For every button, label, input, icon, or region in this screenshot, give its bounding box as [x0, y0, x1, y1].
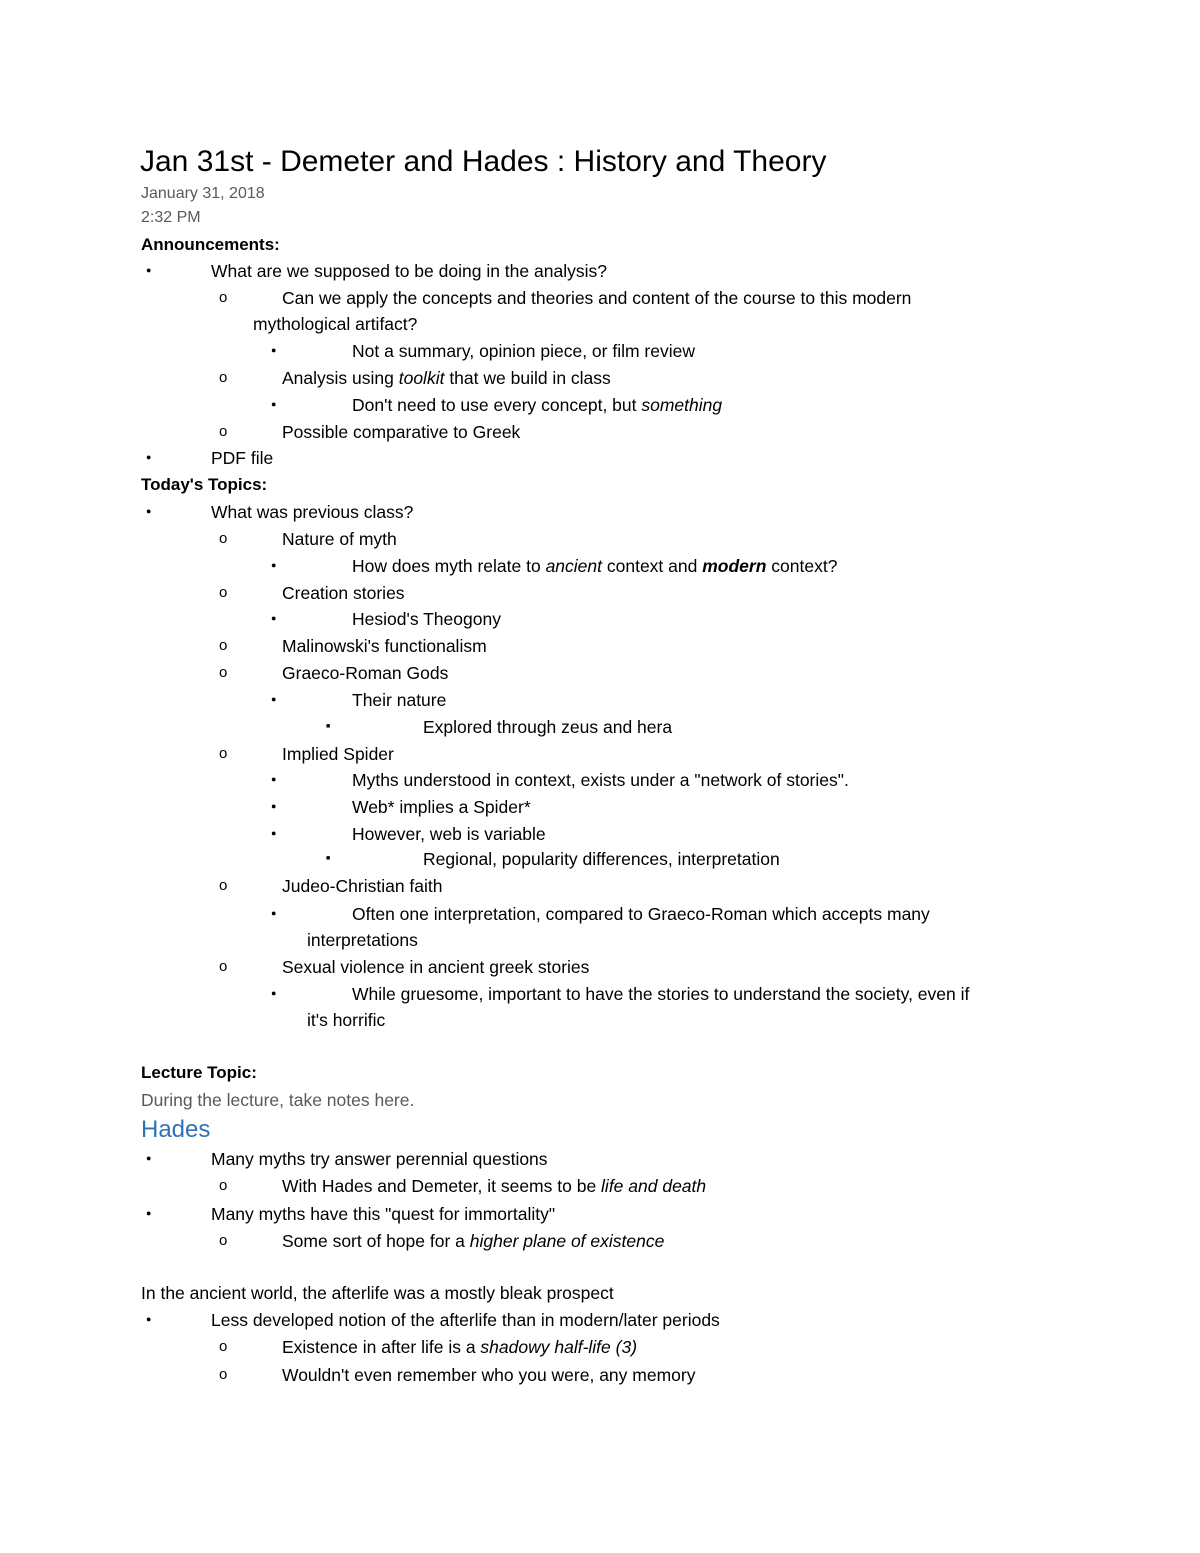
- list-item: Their nature: [352, 690, 447, 710]
- bullet-disc-icon: [271, 553, 276, 580]
- text-run: Some sort of hope for a: [282, 1231, 470, 1251]
- list-item: [352, 553, 837, 579]
- bullet-circle-icon: [219, 873, 227, 899]
- list-item: Less developed notion of the afterlife than in modern/later periods: [211, 1310, 720, 1330]
- text-run: With Hades and Demeter, it seems to be: [282, 1176, 602, 1196]
- bullet-circle-icon: [219, 1334, 227, 1360]
- bullet-disc-icon: [146, 1201, 151, 1228]
- bullet-circle-icon: [219, 580, 227, 606]
- bullet-circle-icon: [219, 741, 227, 767]
- bullet-circle-icon: [219, 660, 227, 686]
- list-item-continued: it's horrific: [307, 1010, 386, 1030]
- bullet-circle-icon: [219, 1362, 227, 1388]
- text-run: How does myth relate to: [352, 556, 546, 576]
- bullet-disc-icon: [271, 794, 276, 821]
- list-item: PDF file: [211, 448, 274, 468]
- emphasis-text: ancient: [545, 556, 602, 576]
- list-item: [282, 1334, 637, 1360]
- bullet-circle-icon: [219, 1228, 227, 1254]
- list-item: What are we supposed to be doing in the analysis?: [211, 261, 607, 281]
- list-item: Creation stories: [282, 583, 405, 603]
- note-time: 2:32 PM: [141, 209, 201, 226]
- bullet-square-icon: [326, 714, 330, 743]
- list-item: Explored through zeus and hera: [423, 717, 673, 737]
- announcements-heading: Announcements:: [141, 235, 280, 254]
- list-item: Judeo-Christian faith: [282, 876, 443, 896]
- text-run: Analysis using: [282, 368, 399, 388]
- list-item: Regional, popularity differences, interpretation: [423, 849, 780, 869]
- list-item: Malinowski's functionalism: [282, 636, 487, 656]
- lecture-heading: Lecture Topic:: [141, 1063, 257, 1082]
- emphasis-text: toolkit: [398, 368, 445, 388]
- note-date: January 31, 2018: [141, 185, 265, 202]
- paragraph: In the ancient world, the afterlife was a mostly bleak prospect: [141, 1283, 614, 1303]
- page-title: Jan 31st - Demeter and Hades : History and Theory: [140, 145, 827, 178]
- bullet-disc-icon: [271, 687, 276, 714]
- bullet-square-icon: [326, 846, 330, 875]
- list-item: What was previous class?: [211, 502, 414, 522]
- emphasis-text: life and death: [601, 1176, 707, 1196]
- bullet-disc-icon: [146, 445, 151, 472]
- text-run: context?: [766, 556, 838, 576]
- emphasis-text: higher plane of existence: [469, 1231, 665, 1251]
- emphasis-text: something: [641, 395, 723, 415]
- list-item: Not a summary, opinion piece, or film review: [352, 341, 695, 361]
- emphasis-text: shadowy half-life (3): [480, 1337, 638, 1357]
- bullet-disc-icon: [271, 338, 276, 365]
- list-item: [352, 392, 722, 418]
- bullet-disc-icon: [271, 821, 276, 848]
- list-item: Sexual violence in ancient greek stories: [282, 957, 590, 977]
- bullet-circle-icon: [219, 419, 227, 445]
- notes-placeholder: During the lecture, take notes here.: [141, 1090, 415, 1110]
- bullet-disc-icon: [146, 1146, 151, 1173]
- list-item: Wouldn't even remember who you were, any memory: [282, 1365, 696, 1385]
- list-item: Many myths have this "quest for immortality": [211, 1204, 556, 1224]
- bullet-disc-icon: [146, 499, 151, 526]
- list-item: While gruesome, important to have the stories to understand the society, even if: [352, 984, 970, 1004]
- list-item-continued: mythological artifact?: [253, 314, 418, 334]
- list-item: Can we apply the concepts and theories and content of the course to this modern: [282, 288, 912, 308]
- section-heading-hades: Hades: [141, 1116, 211, 1143]
- list-item: [282, 1173, 706, 1199]
- list-item: However, web is variable: [352, 824, 546, 844]
- list-item: [282, 1228, 664, 1254]
- bullet-circle-icon: [219, 365, 227, 391]
- list-item: [282, 365, 611, 391]
- text-run: that we build in class: [444, 368, 611, 388]
- bullet-circle-icon: [219, 285, 227, 311]
- bullet-disc-icon: [271, 981, 276, 1008]
- list-item: Hesiod's Theogony: [352, 609, 501, 629]
- list-item: Possible comparative to Greek: [282, 422, 521, 442]
- topics-heading: Today's Topics:: [141, 475, 268, 494]
- bullet-circle-icon: [219, 1173, 227, 1199]
- bullet-circle-icon: [219, 526, 227, 552]
- bullet-circle-icon: [219, 633, 227, 659]
- list-item: Implied Spider: [282, 744, 394, 764]
- list-item-continued: interpretations: [307, 930, 418, 950]
- list-item: Myths understood in context, exists under a "network of stories".: [352, 770, 849, 790]
- list-item: Nature of myth: [282, 529, 397, 549]
- list-item: Many myths try answer perennial questions: [211, 1149, 548, 1169]
- list-item: Web* implies a Spider*: [352, 797, 531, 817]
- text-run: context and: [602, 556, 703, 576]
- list-item: Often one interpretation, compared to Graeco-Roman which accepts many: [352, 904, 930, 924]
- bullet-circle-icon: [219, 954, 227, 980]
- list-item: Graeco-Roman Gods: [282, 663, 449, 683]
- text-run: Existence in after life is a: [282, 1337, 481, 1357]
- bullet-disc-icon: [271, 767, 276, 794]
- bullet-disc-icon: [271, 606, 276, 633]
- bullet-disc-icon: [146, 1307, 151, 1334]
- bullet-disc-icon: [271, 392, 276, 419]
- text-run: Don't need to use every concept, but: [352, 395, 642, 415]
- bullet-disc-icon: [146, 258, 151, 285]
- emphasis-text: modern: [702, 556, 767, 576]
- bullet-disc-icon: [271, 901, 276, 928]
